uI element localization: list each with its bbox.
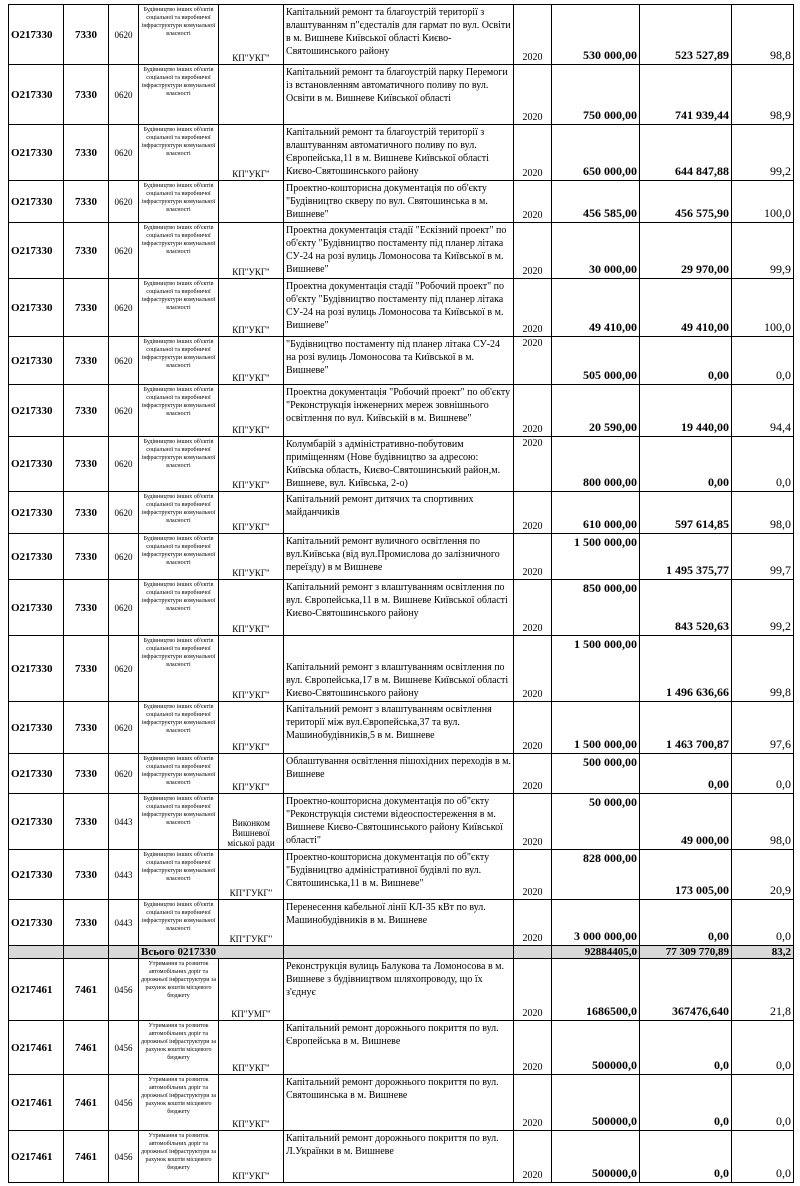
planned-amount-cell: 20 590,00 (552, 385, 640, 437)
year-cell: 2020 (514, 1021, 552, 1075)
table-row (9, 65, 794, 125)
year-cell: 2020 (514, 534, 552, 580)
program-code-cell: О217330 (9, 279, 64, 337)
function-code-cell: 0456 (109, 959, 139, 1021)
project-name-cell: Капітальний ремонт та благоустрій парку Перемоги із встановленням автоматичного поливу по вул. Освіти в м. Вишневе Київської області (284, 65, 514, 125)
year-cell: 2020 (514, 279, 552, 337)
actual-amount-cell: 741 939,44 (640, 65, 732, 125)
executor-cell (219, 65, 284, 125)
category-cell: Будівництво інших об'єктів соціальної та виробничої інфраструктури комунальної власності (139, 437, 219, 492)
planned-amount-cell: 30 000,00 (552, 223, 640, 279)
percent-cell: 99,9 (732, 223, 794, 279)
percent-cell: 99,7 (732, 534, 794, 580)
function-code-cell: 0620 (109, 437, 139, 492)
budget-code-cell: 7330 (64, 794, 109, 850)
budget-code-cell: 7330 (64, 223, 109, 279)
percent-cell: 20,9 (732, 850, 794, 900)
executor-cell: Виконком Вишневої міської ради (219, 794, 284, 850)
function-code-cell: 0620 (109, 337, 139, 385)
planned-amount-cell: 828 000,00 (552, 850, 640, 900)
category-cell: Будівництво інших об'єктів соціальної та виробничої інфраструктури комунальної власності (139, 900, 219, 946)
budget-code-cell: 7330 (64, 580, 109, 636)
program-code-cell: О217330 (9, 580, 64, 636)
total-spacer (514, 946, 552, 959)
planned-amount-cell: 1 500 000,00 (552, 702, 640, 754)
actual-amount-cell: 0,0 (640, 1075, 732, 1131)
executor-cell: КП"УКГ" (219, 702, 284, 754)
percent-cell: 100,0 (732, 279, 794, 337)
function-code-cell: 0620 (109, 580, 139, 636)
category-cell: Будівництво інших об'єктів соціальної та виробничої інфраструктури комунальної власності (139, 337, 219, 385)
actual-amount-cell: 29 970,00 (640, 223, 732, 279)
function-code-cell: 0620 (109, 279, 139, 337)
program-code-cell: О217330 (9, 65, 64, 125)
program-code-cell: О217330 (9, 702, 64, 754)
actual-amount-cell: 19 440,00 (640, 385, 732, 437)
total-spacer (284, 946, 514, 959)
category-cell: Будівництво інших об'єктів соціальної та виробничої інфраструктури комунальної власності (139, 580, 219, 636)
percent-cell: 0,0 (732, 754, 794, 794)
executor-cell: КП"УКГ" (219, 1021, 284, 1075)
actual-amount-cell: 0,0 (640, 1131, 732, 1183)
project-name-cell: Проектно-кошторисна документація по об"єкту "Реконструкція системи відеоспостереження в м. Вишневе Києво-Святошинського району Київської області" (284, 794, 514, 850)
category-cell: Утримання та розвиток автомобільних доріг та дорожньої інфраструктури за рахунок коштів місцевого бюджету (139, 1021, 219, 1075)
percent-cell: 94,4 (732, 385, 794, 437)
executor-cell: КП"ГУКГ" (219, 900, 284, 946)
planned-amount-cell: 650 000,00 (552, 125, 640, 181)
table-row (9, 5, 794, 65)
actual-amount-cell: 0,00 (640, 900, 732, 946)
function-code-cell: 0620 (109, 534, 139, 580)
planned-amount-cell: 500000,0 (552, 1075, 640, 1131)
table-row (9, 223, 794, 279)
percent-cell: 99,2 (732, 125, 794, 181)
actual-amount-cell: 367476,640 (640, 959, 732, 1021)
actual-amount-cell: 456 575,90 (640, 181, 732, 223)
project-name-cell: Перенесення кабельної лінії КЛ-35 кВт по вул. Машинобудівників в м. Вишневе (284, 900, 514, 946)
executor-cell: КП"УКГ" (219, 754, 284, 794)
budget-code-cell: 7461 (64, 1021, 109, 1075)
program-code-cell: О217330 (9, 181, 64, 223)
budget-code-cell: 7330 (64, 636, 109, 702)
planned-amount-cell: 750 000,00 (552, 65, 640, 125)
planned-amount-cell: 500000,0 (552, 1131, 640, 1183)
category-cell: Будівництво інших об'єктів соціальної та виробничої інфраструктури комунальної власності (139, 850, 219, 900)
executor-cell: КП"УКГ" (219, 385, 284, 437)
planned-amount-cell: 500000,0 (552, 1021, 640, 1075)
year-cell: 2020 (514, 337, 552, 385)
budget-code-cell: 7330 (64, 534, 109, 580)
executor-cell: КП"УКГ" (219, 636, 284, 702)
category-cell: Будівництво інших об'єктів соціальної та виробничої інфраструктури комунальної власності (139, 5, 219, 65)
table-row (9, 1131, 794, 1183)
table-row (9, 580, 794, 636)
function-code-cell: 0620 (109, 702, 139, 754)
percent-cell: 21,8 (732, 959, 794, 1021)
actual-amount-cell: 597 614,85 (640, 492, 732, 534)
function-code-cell: 0620 (109, 181, 139, 223)
table-row (9, 754, 794, 794)
project-name-cell: Реконструкція вулиць Балукова та Ломоносова в м. Вишневе з будівництвом шляхопроводу, що їх з'єднує (284, 959, 514, 1021)
total-percent: 83,2 (732, 946, 794, 959)
percent-cell: 100,0 (732, 181, 794, 223)
budget-code-cell: 7461 (64, 1075, 109, 1131)
category-cell: Будівництво інших об'єктів соціальної та виробничої інфраструктури комунальної власності (139, 181, 219, 223)
year-cell: 2020 (514, 702, 552, 754)
category-cell: Будівництво інших об'єктів соціальної та виробничої інфраструктури комунальної власності (139, 534, 219, 580)
budget-code-cell: 7330 (64, 5, 109, 65)
executor-cell: КП"УКГ" (219, 279, 284, 337)
category-cell: Будівництво інших об'єктів соціальної та виробничої інфраструктури комунальної власності (139, 125, 219, 181)
actual-amount-cell: 173 005,00 (640, 850, 732, 900)
budget-code-cell: 7461 (64, 1131, 109, 1183)
category-cell: Будівництво інших об'єктів соціальної та виробничої інфраструктури комунальної власності (139, 754, 219, 794)
table-row (9, 437, 794, 492)
project-name-cell: Капітальний ремонт дорожнього покриття по вул. Л.Українки в м. Вишневе (284, 1131, 514, 1183)
function-code-cell: 0620 (109, 385, 139, 437)
project-name-cell: Проектно-кошторисна документація по об'єкту "Будівництво скверу по вул. Святошинська в м. Вишневе" (284, 181, 514, 223)
actual-amount-cell: 843 520,63 (640, 580, 732, 636)
project-name-cell: Капітальний ремонт дорожнього покриття по вул. Святошинська в м. Вишневе (284, 1075, 514, 1131)
total-spacer (9, 946, 64, 959)
table-row (9, 492, 794, 534)
year-cell: 2020 (514, 900, 552, 946)
function-code-cell: 0443 (109, 794, 139, 850)
year-cell: 2020 (514, 636, 552, 702)
percent-cell: 0,0 (732, 1131, 794, 1183)
year-cell: 2020 (514, 5, 552, 65)
project-name-cell: Капітальний ремонт з влаштуванням освітлення по вул. Європейська,11 в м. Вишневе Київської області Києво-Святошинського району (284, 580, 514, 636)
table-row (9, 279, 794, 337)
budget-code-cell: 7330 (64, 754, 109, 794)
program-code-cell: О217330 (9, 125, 64, 181)
budget-code-cell: 7330 (64, 850, 109, 900)
category-cell: Будівництво інших об'єктів соціальної та виробничої інфраструктури комунальної власності (139, 794, 219, 850)
planned-amount-cell: 530 000,00 (552, 5, 640, 65)
year-cell: 2020 (514, 959, 552, 1021)
total-actual: 77 309 770,89 (640, 946, 732, 959)
planned-amount-cell: 500 000,00 (552, 754, 640, 794)
program-code-cell: О217330 (9, 794, 64, 850)
planned-amount-cell: 610 000,00 (552, 492, 640, 534)
program-code-cell: О217330 (9, 437, 64, 492)
actual-amount-cell: 0,00 (640, 754, 732, 794)
budget-table (8, 4, 794, 1183)
year-cell: 2020 (514, 181, 552, 223)
planned-amount-cell: 800 000,00 (552, 437, 640, 492)
year-cell: 2020 (514, 1075, 552, 1131)
executor-cell: КП"УКГ" (219, 437, 284, 492)
year-cell: 2020 (514, 385, 552, 437)
project-name-cell: Капітальний ремонт та благоустрій території з влаштуванням автоматичного поливу по вул. Європейська,11 в м. Вишневе Київської області Києво-Святошинського району (284, 125, 514, 181)
actual-amount-cell: 0,00 (640, 437, 732, 492)
executor-cell: КП"УКГ" (219, 580, 284, 636)
total-label: Всього 0217330 (139, 946, 284, 959)
project-name-cell: Проектно-кошторисна документація по об"єкту "Будівництво адміністративної будівлі по вул. Святошинська,11 в м. Вишневе" (284, 850, 514, 900)
function-code-cell: 0620 (109, 492, 139, 534)
year-cell: 2020 (514, 65, 552, 125)
executor-cell: КП"УМГ" (219, 959, 284, 1021)
year-cell: 2020 (514, 794, 552, 850)
executor-cell: КП"УКГ" (219, 223, 284, 279)
budget-code-cell: 7330 (64, 337, 109, 385)
planned-amount-cell: 49 410,00 (552, 279, 640, 337)
planned-amount-cell: 456 585,00 (552, 181, 640, 223)
percent-cell: 99,8 (732, 636, 794, 702)
budget-code-cell: 7330 (64, 492, 109, 534)
executor-cell: КП"УКГ" (219, 337, 284, 385)
planned-amount-cell: 1 500 000,00 (552, 534, 640, 580)
year-cell: 2020 (514, 223, 552, 279)
executor-cell: КП"УКГ" (219, 492, 284, 534)
program-code-cell: О217461 (9, 1021, 64, 1075)
table-row (9, 337, 794, 385)
planned-amount-cell: 1 500 000,00 (552, 636, 640, 702)
project-name-cell: Проектна документація "Робочий проект" по об'єкту "Реконструкція інженерних мереж зовнішнього освітлення по вул. Київській в м. Вишневе" (284, 385, 514, 437)
project-name-cell: Капітальний ремонт з влаштуванням освітлення території між вул.Європейська,37 та вул. Машинобудівників,5 в м. Вишневе (284, 702, 514, 754)
executor-cell: КП"УКГ" (219, 534, 284, 580)
table-row (9, 850, 794, 900)
planned-amount-cell: 50 000,00 (552, 794, 640, 850)
table-row (9, 1021, 794, 1075)
total-planned: 92884405,0 (552, 946, 640, 959)
budget-code-cell: 7330 (64, 65, 109, 125)
budget-code-cell: 7461 (64, 959, 109, 1021)
program-code-cell: О217330 (9, 223, 64, 279)
project-name-cell: Проектна документація стадії "Ескізний проект" по об'єкту "Будівництво постаменту під планер літака СУ-24 на розі вулиць Ломоносова та Київської в м. Вишневе" (284, 223, 514, 279)
budget-code-cell: 7330 (64, 702, 109, 754)
percent-cell: 0,0 (732, 900, 794, 946)
actual-amount-cell: 49 000,00 (640, 794, 732, 850)
percent-cell: 99,2 (732, 580, 794, 636)
budget-code-cell: 7330 (64, 279, 109, 337)
table-row (9, 636, 794, 702)
actual-amount-cell: 644 847,88 (640, 125, 732, 181)
function-code-cell: 0456 (109, 1131, 139, 1183)
program-code-cell: О217330 (9, 5, 64, 65)
percent-cell: 98,9 (732, 65, 794, 125)
function-code-cell: 0620 (109, 636, 139, 702)
project-name-cell: Капітальний ремонт з влаштуванням освітлення по вул. Європейська,17 в м. Вишневе Київської області Києво-Святошинського району (284, 636, 514, 702)
budget-code-cell: 7330 (64, 125, 109, 181)
project-name-cell: Колумбарій з адміністративно-побутовим приміщенням (Нове будівництво за адресою: Київська область, Києво-Святошинський район,м. Вишневе, вул. Київська, 2-о) (284, 437, 514, 492)
program-code-cell: О217330 (9, 754, 64, 794)
table-row (9, 959, 794, 1021)
percent-cell: 98,0 (732, 492, 794, 534)
planned-amount-cell: 505 000,00 (552, 337, 640, 385)
function-code-cell: 0443 (109, 900, 139, 946)
total-row (9, 946, 794, 959)
project-name-cell: Облаштування освітлення пішохідних переходів в м. Вишневе (284, 754, 514, 794)
table-row (9, 1075, 794, 1131)
program-code-cell: О217330 (9, 492, 64, 534)
category-cell: Будівництво інших об'єктів соціальної та виробничої інфраструктури комунальної власності (139, 385, 219, 437)
actual-amount-cell: 0,00 (640, 337, 732, 385)
budget-code-cell: 7330 (64, 900, 109, 946)
category-cell: Будівництво інших об'єктів соціальної та виробничої інфраструктури комунальної власності (139, 279, 219, 337)
category-cell: Будівництво інших об'єктів соціальної та виробничої інфраструктури комунальної власності (139, 702, 219, 754)
category-cell: Будівництво інших об'єктів соціальної та виробничої інфраструктури комунальної власності (139, 636, 219, 702)
percent-cell: 97,6 (732, 702, 794, 754)
year-cell: 2020 (514, 1131, 552, 1183)
executor-cell: КП"УКГ" (219, 1131, 284, 1183)
program-code-cell: О217461 (9, 959, 64, 1021)
total-spacer (64, 946, 109, 959)
function-code-cell: 0443 (109, 850, 139, 900)
table-row (9, 900, 794, 946)
percent-cell: 0,0 (732, 337, 794, 385)
year-cell: 2020 (514, 580, 552, 636)
year-cell: 2020 (514, 850, 552, 900)
function-code-cell: 0456 (109, 1021, 139, 1075)
program-code-cell: О217330 (9, 385, 64, 437)
program-code-cell: О217330 (9, 337, 64, 385)
program-code-cell: О217461 (9, 1075, 64, 1131)
category-cell: Утримання та розвиток автомобільних доріг та дорожньої інфраструктури за рахунок коштів місцевого бюджету (139, 1075, 219, 1131)
category-cell: Будівництво інших об'єктів соціальної та виробничої інфраструктури комунальної власності (139, 223, 219, 279)
actual-amount-cell: 49 410,00 (640, 279, 732, 337)
project-name-cell: Проектна документація стадії "Робочий проект" по об'єкту "Будівництво постаменту під планер літака СУ-24 на розі вулиць Ломоносова та Київської в м. Вишневе" (284, 279, 514, 337)
year-cell: 2020 (514, 754, 552, 794)
actual-amount-cell: 523 527,89 (640, 5, 732, 65)
program-code-cell: О217461 (9, 1131, 64, 1183)
actual-amount-cell: 1 495 375,77 (640, 534, 732, 580)
program-code-cell: О217330 (9, 534, 64, 580)
planned-amount-cell: 3 000 000,00 (552, 900, 640, 946)
project-name-cell: Капітальний ремонт дорожнього покриття по вул. Європейська в м. Вишневе (284, 1021, 514, 1075)
executor-cell: КП"ГУКГ" (219, 850, 284, 900)
table-row (9, 125, 794, 181)
executor-cell: КП"УКГ" (219, 1075, 284, 1131)
function-code-cell: 0620 (109, 65, 139, 125)
category-cell: Утримання та розвиток автомобільних доріг та дорожньої інфраструктури за рахунок коштів місцевого бюджету (139, 1131, 219, 1183)
project-name-cell: "Будівництво постаменту під планер літака СУ-24 на розі вулиць Ломоносова та Київської в м. Вишневе" (284, 337, 514, 385)
planned-amount-cell: 850 000,00 (552, 580, 640, 636)
executor-cell (219, 181, 284, 223)
budget-code-cell: 7330 (64, 181, 109, 223)
project-name-cell: Капітальний ремонт вуличного освітлення по вул.Київська (від вул.Промислова до залізничного переїзду) в м Вишневе (284, 534, 514, 580)
executor-cell: КП"УКГ" (219, 125, 284, 181)
total-spacer (109, 946, 139, 959)
function-code-cell: 0456 (109, 1075, 139, 1131)
actual-amount-cell: 1 496 636,66 (640, 636, 732, 702)
category-cell: Будівництво інших об'єктів соціальної та виробничої інфраструктури комунальної власності (139, 65, 219, 125)
table-row (9, 385, 794, 437)
project-name-cell: Капітальний ремонт дитячих та спортивних майданчиків (284, 492, 514, 534)
budget-code-cell: 7330 (64, 385, 109, 437)
actual-amount-cell: 1 463 700,87 (640, 702, 732, 754)
budget-document (8, 4, 793, 1183)
project-name-cell: Капітальний ремонт та благоустрій території з влаштуванням п"єдесталів для гармат по вул. Освіти в м. Вишневе Київської області Києво-Святошинського району (284, 5, 514, 65)
function-code-cell: 0620 (109, 5, 139, 65)
program-code-cell: О217330 (9, 900, 64, 946)
year-cell: 2020 (514, 125, 552, 181)
category-cell: Будівництво інших об'єктів соціальної та виробничої інфраструктури комунальної власності (139, 492, 219, 534)
category-cell: Утримання та розвиток автомобільних доріг та дорожньої інфраструктури за рахунок коштів місцевого бюджету (139, 959, 219, 1021)
table-row (9, 181, 794, 223)
table-row (9, 702, 794, 754)
function-code-cell: 0620 (109, 754, 139, 794)
year-cell: 2020 (514, 437, 552, 492)
program-code-cell: О217330 (9, 850, 64, 900)
actual-amount-cell: 0,0 (640, 1021, 732, 1075)
table-row (9, 534, 794, 580)
percent-cell: 98,0 (732, 794, 794, 850)
program-code-cell: О217330 (9, 636, 64, 702)
percent-cell: 0,0 (732, 437, 794, 492)
percent-cell: 0,0 (732, 1021, 794, 1075)
percent-cell: 98,8 (732, 5, 794, 65)
executor-cell: КП"УКГ" (219, 5, 284, 65)
percent-cell: 0,0 (732, 1075, 794, 1131)
budget-code-cell: 7330 (64, 437, 109, 492)
function-code-cell: 0620 (109, 223, 139, 279)
table-row (9, 794, 794, 850)
planned-amount-cell: 1686500,0 (552, 959, 640, 1021)
year-cell: 2020 (514, 492, 552, 534)
function-code-cell: 0620 (109, 125, 139, 181)
